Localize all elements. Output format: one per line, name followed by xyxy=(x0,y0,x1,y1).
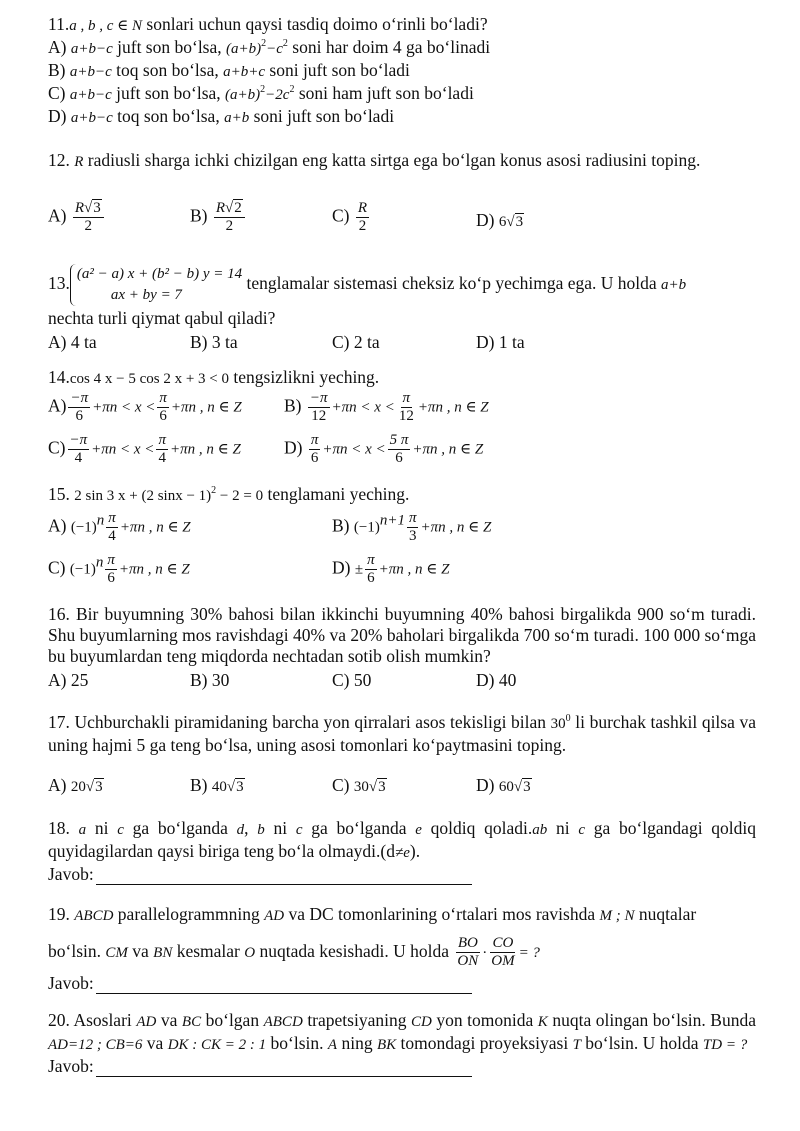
math-expression: d xyxy=(236,822,245,838)
math-expression: ± xyxy=(354,561,364,578)
question-text: ni xyxy=(264,818,296,838)
denominator: 3 xyxy=(408,528,417,544)
option-d[interactable]: D) 1 ta xyxy=(476,332,525,352)
answer-label: Javob: xyxy=(48,1056,94,1076)
math-expression: −c xyxy=(266,41,283,57)
option-label: B) xyxy=(48,60,66,80)
math-expression: a xyxy=(78,822,87,838)
question-text: bo‘lsin. xyxy=(48,941,106,961)
option-b[interactable]: B) 30 xyxy=(190,670,230,690)
answer-label: Javob: xyxy=(48,864,94,884)
option-a[interactable]: A) 25 xyxy=(48,670,89,690)
math-expression: DK : CK = 2 : 1 xyxy=(167,1037,267,1053)
math-expression: BN xyxy=(153,945,173,961)
math-expression: O xyxy=(244,945,256,961)
math-expression: a+b−c xyxy=(69,87,112,103)
equation-2: ax + by = 7 xyxy=(110,286,182,303)
question-text: yon tomonida xyxy=(431,1010,538,1030)
question-15 xyxy=(48,484,756,507)
question-text: 18. xyxy=(48,818,79,838)
fraction xyxy=(455,935,480,970)
option-a[interactable]: A) 4 ta xyxy=(48,332,97,352)
option-text: juft son bo‘lsa, xyxy=(112,37,227,57)
radicand: 2 xyxy=(234,200,242,216)
coefficient: 6 xyxy=(498,214,507,230)
fraction xyxy=(397,390,416,425)
option-text: soni ham juft son bo‘ladi xyxy=(294,83,474,103)
question-13 xyxy=(48,260,756,329)
denominator: ON xyxy=(457,953,479,970)
question-number: 15. xyxy=(48,484,70,504)
option-text: juft son bo‘lsa, xyxy=(111,83,226,103)
math-expression: 2 sin 3 x + (2 sinx − 1) xyxy=(74,488,212,504)
angle-value: 30 xyxy=(550,716,566,732)
option-d[interactable]: D) 6√3 xyxy=(476,210,524,230)
question-text: 20. Asoslari xyxy=(48,1010,137,1030)
fraction: $\frac{R√2}{2}$ xyxy=(214,200,245,235)
option-b[interactable] xyxy=(332,510,491,545)
radicand: 3 xyxy=(236,779,244,795)
coefficient: 30 xyxy=(353,779,369,795)
question-text: nuqta olingan bo‘lsin. Bunda xyxy=(547,1010,756,1030)
option-text: soni har doim 4 ga bo‘linadi xyxy=(287,37,491,57)
question-text: ga bo‘lganda xyxy=(123,818,237,838)
coefficient: 20 xyxy=(70,779,86,795)
math-expression: a+b−c xyxy=(70,41,113,57)
question-text: va xyxy=(156,1010,182,1030)
option-c[interactable] xyxy=(48,552,190,587)
question-text: li burchak tashkil qilsa va uning hajmi 5 ga teng bo‘lsa, uning asosi tomonlari ko‘paytmasini toping. xyxy=(48,712,756,755)
option-b[interactable]: B) 3 ta xyxy=(190,332,238,352)
option-a[interactable] xyxy=(48,510,191,545)
option-b[interactable] xyxy=(190,200,247,235)
question-text: ga bo‘lganda xyxy=(302,818,416,838)
option-label: B) xyxy=(190,775,208,795)
question-11 xyxy=(48,14,756,129)
fraction xyxy=(489,935,516,970)
denominator: 2 xyxy=(84,218,93,234)
fraction xyxy=(156,432,168,467)
numerator: π xyxy=(159,390,167,406)
option-label: C) xyxy=(332,775,350,795)
question-text: nuqtalar xyxy=(634,904,697,924)
numerator: π xyxy=(158,432,166,448)
answer-blank[interactable] xyxy=(96,977,472,994)
math-expression: (−1) xyxy=(353,519,380,536)
fraction: $\frac{R√3}{2}$ xyxy=(73,200,104,235)
question-12 xyxy=(48,150,756,173)
fraction xyxy=(68,390,90,425)
answer-blank[interactable] xyxy=(96,1060,472,1077)
exponent: n xyxy=(96,512,105,529)
math-expression: AD=12 ; CB=6 xyxy=(48,1037,143,1053)
question-number: 14. xyxy=(48,367,70,387)
option-c[interactable]: C) 50 xyxy=(332,670,372,690)
option-d[interactable] xyxy=(284,432,483,467)
math-expression: +πn < x < xyxy=(322,441,386,458)
math-expression: BK xyxy=(376,1037,397,1053)
math-expression: ABCD xyxy=(74,908,114,924)
radicand: 3 xyxy=(515,214,524,230)
equation-system xyxy=(70,264,242,306)
exponent: n+1 xyxy=(379,512,405,529)
math-expression: TD = ? xyxy=(702,1037,748,1053)
numerator: −π xyxy=(69,432,88,448)
math-expression: a+b+c xyxy=(223,64,266,80)
math-expression: c xyxy=(295,822,303,838)
exponent: 2 xyxy=(211,485,217,497)
option-label: A) xyxy=(48,37,67,57)
radicand: 3 xyxy=(93,200,101,216)
option-label: A) xyxy=(48,205,67,226)
denominator: 6 xyxy=(367,570,375,586)
math-expression: a+b−c xyxy=(69,64,112,80)
fraction xyxy=(68,432,90,467)
math-expression: (−1) xyxy=(70,519,97,536)
option-label: D) xyxy=(332,557,351,578)
fraction xyxy=(106,510,118,545)
question-text: tenglamani yeching. xyxy=(263,484,410,504)
option-label: C) xyxy=(48,83,66,103)
option-a[interactable]: A) 20√3 xyxy=(48,775,103,795)
math-expression: (a+b) xyxy=(226,41,262,57)
question-text: kesmalar xyxy=(172,941,245,961)
math-expression: M ; N xyxy=(599,908,635,924)
question-text: bo‘lsin. xyxy=(266,1033,328,1053)
question-text: 17. Uchburchakli piramidaning barcha yon qirralari asos tekisligi bilan xyxy=(48,712,551,732)
option-text: toq son bo‘lsa, xyxy=(111,60,224,80)
denominator: 6 xyxy=(159,408,167,424)
fraction xyxy=(365,552,377,587)
question-17 xyxy=(48,712,756,756)
question-20 xyxy=(48,1010,756,1077)
question-16 xyxy=(48,604,756,667)
answer-row xyxy=(48,1056,756,1077)
option-label: D) xyxy=(476,210,495,230)
math-expression: a+b xyxy=(661,277,687,293)
denominator: 6 xyxy=(310,450,319,466)
question-19 xyxy=(48,904,756,994)
question-text: ). xyxy=(409,841,421,861)
question-text: 19. xyxy=(48,904,75,924)
numerator: 5 π xyxy=(389,432,409,448)
math-expression: +πn , n ∈ Z xyxy=(119,519,191,536)
answer-blank[interactable] xyxy=(96,868,472,885)
option-d[interactable] xyxy=(48,106,756,129)
answer-label: Javob: xyxy=(48,973,94,993)
denominator: 12 xyxy=(311,408,327,424)
answer-row xyxy=(48,973,756,994)
numerator: π xyxy=(107,552,115,568)
fraction xyxy=(157,390,169,425)
question-text: qoldiq qoladi. xyxy=(421,818,533,838)
math-expression: c xyxy=(117,822,124,838)
math-expression: −2c xyxy=(265,87,290,103)
denominator: 12 xyxy=(398,408,414,424)
question-text: 16. Bir buyumning 30% bahosi bilan ikkinchi buyumning 40% bahosi birgalikda 900 so‘m turadi. Shu buyumlarning mos ravishdagi 40% va 20% baholari birgalikda 700 so‘m turadi. 100 000 so‘mga bu buyumlardan teng miqdorda nechtadan sotib olish mumkin? xyxy=(48,604,756,666)
question-text: , xyxy=(244,818,258,838)
option-label: C) xyxy=(332,205,350,226)
option-b[interactable]: B) 40√3 xyxy=(190,775,244,795)
question-number: 12. xyxy=(48,150,70,170)
math-expression: = ? xyxy=(518,945,540,961)
math-expression: +πn < x < xyxy=(92,399,156,416)
math-expression: a+b xyxy=(224,110,250,126)
option-label: D) xyxy=(284,437,303,458)
option-d[interactable]: D) 40 xyxy=(476,670,517,690)
fraction xyxy=(309,432,321,467)
math-expression: a , b , c ∈ N xyxy=(69,18,143,34)
question-number: 11. xyxy=(48,14,70,34)
option-text: toq son bo‘lsa, xyxy=(112,106,225,126)
question-text: tenglamalar sistemasi cheksiz ko‘p yechimga ega. U holda xyxy=(242,273,662,293)
math-expression: K xyxy=(537,1014,548,1030)
math-expression: AD xyxy=(264,908,285,924)
numerator: R xyxy=(357,200,368,216)
math-expression: CM xyxy=(105,945,128,961)
equation-1: (a² − a) x + (b² − b) y = 14 xyxy=(76,265,243,282)
multiply-sign: · xyxy=(482,945,488,961)
option-label: D) xyxy=(476,775,495,795)
question-text: ni xyxy=(547,818,579,838)
option-label: D) xyxy=(48,106,67,126)
option-b[interactable] xyxy=(48,60,756,83)
denominator: 4 xyxy=(108,528,116,544)
question-text: va DC tomonlarining o‘rtalari mos ravishda xyxy=(284,904,600,924)
option-label: A) xyxy=(48,775,67,795)
numerator: π xyxy=(108,510,116,526)
fraction xyxy=(105,552,117,587)
option-a[interactable] xyxy=(48,200,106,235)
denominator: 6 xyxy=(75,408,84,424)
numerator: CO xyxy=(492,935,514,952)
option-label: B) xyxy=(284,395,302,416)
math-expression: e xyxy=(415,822,422,838)
math-expression: − 2 = 0 xyxy=(216,488,264,504)
math-expression: AD xyxy=(136,1014,157,1030)
numerator: −π xyxy=(70,390,89,406)
numerator: π xyxy=(402,390,411,406)
question-text: bo‘lsin. U holda xyxy=(580,1033,703,1053)
question-text: sonlari uchun qaysi tasdiq doimo o‘rinli bo‘ladi? xyxy=(142,14,488,34)
question-text: nuqtada kesishadi. U holda xyxy=(255,941,454,961)
question-text: ning xyxy=(337,1033,377,1053)
exponent: 2 xyxy=(282,38,288,50)
denominator: 4 xyxy=(158,450,166,466)
math-expression: +πn , n ∈ Z xyxy=(412,441,484,458)
option-c[interactable] xyxy=(332,200,371,235)
question-text: va xyxy=(127,941,154,961)
question-text: ni xyxy=(86,818,118,838)
numerator: π xyxy=(367,552,375,568)
option-label: A) xyxy=(48,515,67,536)
numerator: π xyxy=(408,510,417,526)
option-label: B) xyxy=(332,515,350,536)
option-d[interactable] xyxy=(332,552,449,587)
exponent: 2 xyxy=(260,84,266,96)
option-label: A) xyxy=(48,395,67,416)
option-c[interactable] xyxy=(48,83,756,106)
question-text: ga bo‘lgandagi qoldiq quyidagilardan qaysi biriga teng bo‘la olmaydi.(d xyxy=(48,818,757,861)
radicand: 3 xyxy=(378,779,386,795)
denominator: 6 xyxy=(395,450,403,466)
math-expression: cos 4 x − 5 cos 2 x + 3 < 0 xyxy=(69,371,229,387)
math-expression: a+b−c xyxy=(70,110,113,126)
question-text: tomondagi proyeksiyasi xyxy=(396,1033,573,1053)
option-c[interactable]: C) 30√3 xyxy=(332,775,386,795)
denominator: OM xyxy=(491,953,515,970)
question-text: tengsizlikni yeching. xyxy=(229,367,380,387)
fraction xyxy=(407,510,419,545)
math-expression: +πn , n ∈ Z xyxy=(118,561,190,578)
math-expression: T xyxy=(572,1037,581,1053)
numerator: π xyxy=(310,432,319,448)
option-b[interactable] xyxy=(284,390,489,425)
question-18 xyxy=(48,818,756,885)
radicand: 3 xyxy=(95,779,103,795)
fraction xyxy=(308,390,330,425)
math-expression: (−1) xyxy=(69,561,96,578)
fraction xyxy=(388,432,411,467)
question-text: trapetsiyaning xyxy=(302,1010,411,1030)
math-expression: +πn < x < xyxy=(331,399,395,416)
numerator: BO xyxy=(457,935,478,952)
denominator: 4 xyxy=(74,450,83,466)
question-text: va xyxy=(142,1033,168,1053)
coefficient: 60 xyxy=(498,779,514,795)
option-c[interactable] xyxy=(48,432,241,467)
math-expression: c xyxy=(578,822,585,838)
option-c[interactable]: C) 2 ta xyxy=(332,332,380,352)
question-text: radiusli sharga ichki chizilgan eng katta sirtga ega bo‘lgan konus asosi radiusini toping. xyxy=(83,150,701,170)
question-text: bo‘lgan xyxy=(201,1010,264,1030)
denominator: 2 xyxy=(358,218,367,234)
question-number: 13. xyxy=(48,273,70,293)
math-expression: +πn , n ∈ Z xyxy=(378,561,450,578)
math-expression: R xyxy=(215,200,226,216)
math-expression: +πn < x < xyxy=(91,441,155,458)
answer-row xyxy=(48,864,756,885)
numerator: −π xyxy=(309,390,328,406)
exponent: 2 xyxy=(261,38,267,50)
denominator: 2 xyxy=(225,218,234,234)
question-text: parallelogrammning xyxy=(113,904,265,924)
math-expression: +πn , n ∈ Z xyxy=(169,441,241,458)
math-expression: ABCD xyxy=(263,1014,303,1030)
option-text: soni juft son bo‘ladi xyxy=(265,60,410,80)
question-text: nechta turli qiymat qabul qiladi? xyxy=(48,308,276,328)
denominator: 6 xyxy=(107,570,115,586)
exponent: 2 xyxy=(289,84,295,96)
math-expression: A xyxy=(327,1037,338,1053)
exponent: n xyxy=(95,554,104,571)
option-text: soni juft son bo‘ladi xyxy=(249,106,395,126)
option-label: C) xyxy=(48,437,66,458)
math-expression: +πn , n ∈ Z xyxy=(420,519,492,536)
math-expression: +πn , n ∈ Z xyxy=(417,399,489,416)
option-label: B) xyxy=(190,205,208,226)
option-label: C) xyxy=(48,557,66,578)
math-expression: CD xyxy=(410,1014,432,1030)
math-expression: BC xyxy=(181,1014,202,1030)
option-a[interactable] xyxy=(48,37,756,60)
math-expression: R xyxy=(74,154,84,170)
coefficient: 40 xyxy=(211,779,227,795)
math-expression: R xyxy=(74,200,85,216)
math-expression: b xyxy=(257,822,265,838)
question-14 xyxy=(48,367,756,390)
degree-symbol: 0 xyxy=(565,713,571,725)
option-d[interactable]: D) 60√3 xyxy=(476,775,531,795)
fraction xyxy=(356,200,369,235)
radicand: 3 xyxy=(523,779,531,795)
math-expression: (a+b) xyxy=(225,87,261,103)
math-expression: ab xyxy=(532,822,548,838)
math-expression: ≠e xyxy=(395,845,410,861)
math-expression: +πn , n ∈ Z xyxy=(170,399,242,416)
option-a[interactable] xyxy=(48,390,242,425)
